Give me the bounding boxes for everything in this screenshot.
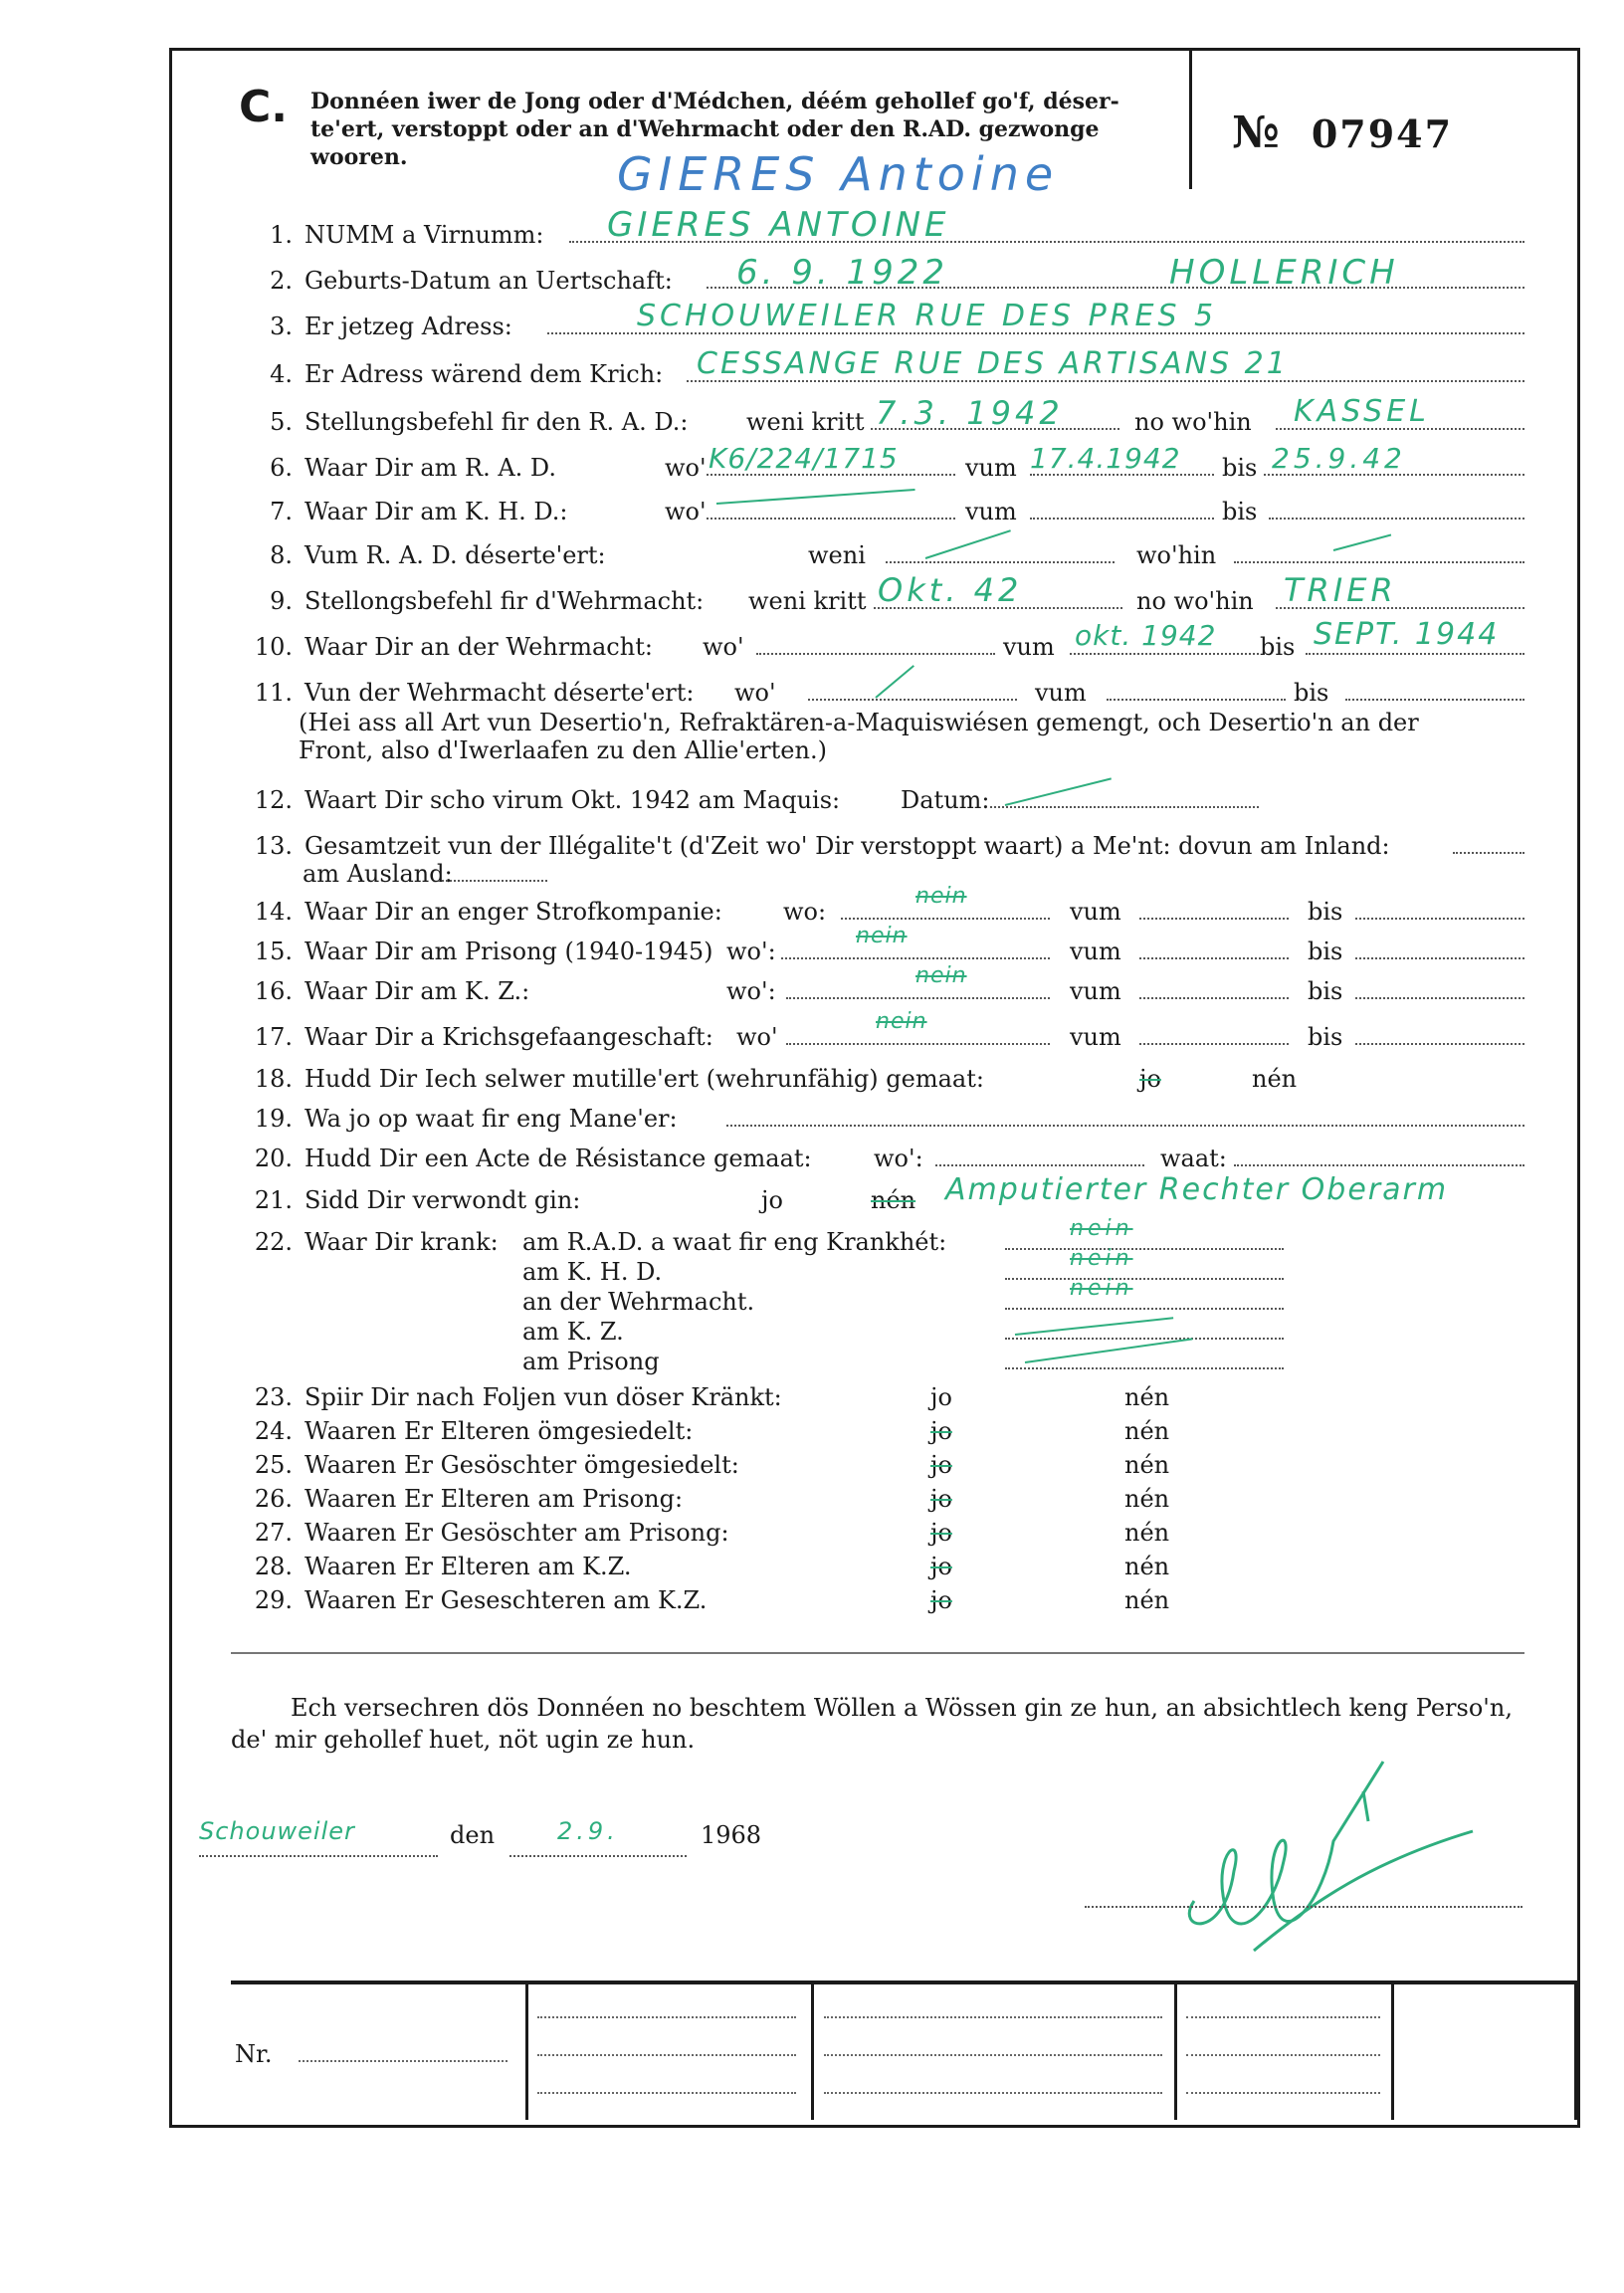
wo-label: wo':: [726, 977, 776, 1005]
wo-label: wo':: [874, 1145, 923, 1172]
vum-label: vum: [1070, 938, 1121, 965]
row-label: Er Adress wärend dem Krich:: [304, 360, 664, 388]
wo-label: wo': [703, 633, 744, 661]
row-20: [231, 1145, 812, 1172]
row-number: 19.: [254, 1105, 293, 1133]
row-number: 29.: [254, 1586, 293, 1614]
wohin-label: wo'hin: [1136, 541, 1217, 569]
vum-label: vum: [1003, 633, 1055, 661]
field-krichsgefaangeschaft-where[interactable]: nein: [876, 1009, 927, 1034]
field-line: [756, 635, 995, 655]
row-label: Vum R. A. D. déserte'ert:: [304, 541, 606, 569]
field-rad-order-date[interactable]: 7.3. 1942: [876, 394, 1064, 432]
row-number: 11.: [254, 679, 293, 707]
field-line: [1005, 1260, 1284, 1280]
row-12: [231, 786, 840, 814]
row-13: [231, 832, 1390, 860]
wohin-label: no wo'hin: [1134, 408, 1252, 436]
row-27: [231, 1519, 729, 1547]
row-label: Waar Dir am K. Z.:: [304, 977, 530, 1005]
row-label: Waaren Er Elteren am Prisong:: [304, 1485, 684, 1513]
row-number: 6.: [270, 454, 293, 482]
row-14: [231, 898, 722, 926]
row-number: 18.: [254, 1065, 293, 1093]
row-number: 2.: [270, 267, 293, 295]
option-jo[interactable]: jo: [930, 1519, 952, 1547]
row-label: Waar Dir an der Wehrmacht:: [304, 633, 653, 661]
row-21: [231, 1186, 580, 1214]
row-16: [231, 977, 529, 1005]
row-8: [231, 541, 606, 569]
row-number: 15.: [254, 938, 293, 965]
row-11-note-line1: (Hei ass all Art vun Desertio'n, Refraktären-a-Maquiswiésen gemengt, och Desertio'n an der: [299, 709, 1419, 736]
field-line: [1355, 1025, 1524, 1045]
vum-label: vum: [1035, 679, 1087, 707]
table-column-divider: [1574, 1980, 1577, 2120]
row-number: 17.: [254, 1023, 293, 1051]
row-label: Spiir Dir nach Foljen vun döser Kränkt:: [304, 1383, 782, 1411]
row-6: [231, 454, 556, 482]
weni-label: weni kritt: [746, 408, 865, 436]
field-line: [1005, 1290, 1284, 1310]
field-line: [1139, 979, 1289, 999]
field-line: [1234, 543, 1524, 563]
den-label: den: [450, 1821, 496, 1849]
field-line: [438, 862, 547, 882]
row-number: 12.: [254, 786, 293, 814]
signature-line: [1085, 1906, 1522, 1908]
field-line: [1005, 1230, 1284, 1250]
bottom-table: [231, 1980, 1576, 2124]
row-number: 10.: [254, 633, 293, 661]
vum-label: vum: [1070, 1023, 1121, 1051]
field-line: [1139, 939, 1289, 959]
row-label: Waar Dir am K. H. D.:: [304, 498, 568, 525]
vum-label: vum: [965, 454, 1017, 482]
row-11-note-line2: Front, also d'Iwerlaafen zu den Allie'erten.): [299, 736, 827, 764]
option-nen[interactable]: nén: [1124, 1519, 1170, 1547]
wohin-label: no wo'hin: [1136, 587, 1254, 615]
field-address-value[interactable]: SCHOUWEILER RUE DES PRES 5: [637, 299, 1218, 333]
table-dotted-line: [537, 2092, 796, 2094]
wo-label: wo':: [726, 938, 776, 965]
wo-label: wo': [665, 454, 707, 482]
field-wehrmacht-from[interactable]: okt. 1942: [1075, 619, 1217, 652]
field-line: [1269, 500, 1524, 520]
weni-label: weni: [808, 541, 866, 569]
field-rad-order-place[interactable]: KASSEL: [1294, 394, 1430, 429]
option-nen[interactable]: nén: [1124, 1451, 1170, 1479]
option-jo[interactable]: jo: [930, 1586, 952, 1614]
row-label: Geburts-Datum an Uertschaft:: [304, 267, 673, 295]
bis-label: bis: [1222, 454, 1258, 482]
row-number: 13.: [254, 832, 293, 860]
row-18: [231, 1065, 984, 1093]
table-dotted-line: [537, 2016, 796, 2018]
option-nen[interactable]: nén: [1124, 1586, 1170, 1614]
table-dotted-line: [1186, 2092, 1380, 2094]
field-line: [1355, 979, 1524, 999]
handwritten-name: GIERES Antoine: [617, 147, 1060, 201]
field-line: [726, 1107, 1524, 1127]
row-number: 21.: [254, 1186, 293, 1214]
datum-label: Datum:: [901, 786, 990, 814]
field-sick-khd[interactable]: nein: [1070, 1246, 1133, 1271]
header-text-line1: Donnéen iwer de Jong oder d'Médchen, déém gehollef go'f, déser-: [310, 89, 1119, 114]
field-line: [886, 543, 1115, 563]
field-rad-where[interactable]: K6/224/1715: [709, 442, 899, 475]
row-label: Waaren Er Gesöschter am Prisong:: [304, 1519, 729, 1547]
row-29: [231, 1586, 707, 1614]
row-number: 9.: [270, 587, 293, 615]
table-column-divider: [1391, 1980, 1394, 2120]
row-number: 24.: [254, 1417, 293, 1445]
row-4: [231, 360, 663, 388]
row-label: Gesamtzeit vun der Illégalite't (d'Zeit wo' Dir verstoppt waart) a Me'nt: dovun am Inland:: [304, 832, 1390, 860]
row-number: 16.: [254, 977, 293, 1005]
declaration-date[interactable]: 2.9.: [557, 1817, 619, 1845]
form-number: [1232, 107, 1453, 158]
table-dotted-line: [824, 2054, 1162, 2056]
row-3: [231, 313, 512, 340]
row-22-sub3: an der Wehrmacht.: [522, 1288, 755, 1316]
row-label: Waar Dir krank:: [304, 1228, 499, 1256]
table-dotted-line: [824, 2092, 1162, 2094]
row-24: [231, 1417, 693, 1445]
row-number: 7.: [270, 498, 293, 525]
option-jo[interactable]: jo: [930, 1553, 952, 1580]
row-number: 28.: [254, 1553, 293, 1580]
field-sick-wehrmacht[interactable]: nein: [1070, 1276, 1133, 1301]
field-name-value[interactable]: GIERES ANTOINE: [607, 205, 950, 245]
declaration-year: 1968: [701, 1821, 762, 1849]
row-number: 5.: [270, 408, 293, 436]
row-1: [231, 221, 544, 249]
field-line: [1355, 939, 1524, 959]
row-number: 20.: [254, 1145, 293, 1172]
row-label: Waart Dir scho virum Okt. 1942 am Maquis:: [304, 786, 841, 814]
row-number: 3.: [270, 313, 293, 340]
weni-label: weni kritt: [748, 587, 867, 615]
table-column-divider: [1174, 1980, 1177, 2120]
option-jo[interactable]: jo: [761, 1186, 783, 1214]
field-line: [781, 939, 1050, 959]
section-separator: [231, 1652, 1524, 1654]
field-wehrmacht-order-place[interactable]: TRIER: [1284, 571, 1397, 609]
wo-label: wo': [665, 498, 707, 525]
row-number: 4.: [270, 360, 293, 388]
wo-label: wo': [736, 1023, 778, 1051]
table-column-divider: [811, 1980, 814, 2120]
option-nen[interactable]: nén: [1124, 1485, 1170, 1513]
field-line: [1355, 900, 1524, 920]
row-28: [231, 1553, 632, 1580]
row-label: NUMM a Virnumm:: [304, 221, 544, 249]
field-line: [1453, 834, 1524, 854]
option-nen[interactable]: nén: [1124, 1417, 1170, 1445]
field-line: [1030, 500, 1214, 520]
row-22: [231, 1228, 499, 1256]
bis-label: bis: [1308, 938, 1343, 965]
table-dotted-line: [537, 2054, 796, 2056]
field-rad-from[interactable]: 17.4.1942: [1030, 442, 1181, 475]
field-rad-to[interactable]: 25.9.42: [1272, 442, 1406, 475]
option-jo[interactable]: jo: [930, 1383, 952, 1411]
option-jo[interactable]: jo: [1139, 1065, 1161, 1093]
row-22-sub2: am K. H. D.: [522, 1258, 663, 1286]
field-line: [199, 1837, 438, 1857]
row-22-sub5: am Prisong: [522, 1348, 660, 1375]
field-line: [935, 1146, 1144, 1166]
field-war-address-value[interactable]: CESSANGE RUE DES ARTISANS 21: [697, 346, 1289, 381]
option-jo[interactable]: jo: [930, 1485, 952, 1513]
row-19: [231, 1105, 678, 1133]
table-column-divider: [525, 1980, 528, 2120]
field-sick-rad[interactable]: nein: [1070, 1216, 1133, 1241]
nr-line: [299, 2060, 508, 2062]
header-text-line3: wooren.: [310, 144, 408, 170]
bis-label: bis: [1308, 898, 1343, 926]
field-kz-where[interactable]: nein: [915, 963, 967, 988]
wo-label: wo': [734, 679, 776, 707]
option-nen[interactable]: nén: [871, 1186, 916, 1214]
row-23: [231, 1383, 782, 1411]
field-birthdate-value[interactable]: 6. 9. 1922: [736, 253, 949, 293]
row-number: 26.: [254, 1485, 293, 1513]
option-nen[interactable]: nén: [1124, 1553, 1170, 1580]
row-label: Waaren Er Elteren am K.Z.: [304, 1553, 632, 1580]
wo-label: wo:: [783, 898, 827, 926]
option-jo[interactable]: jo: [930, 1417, 952, 1445]
row-label: Waar Dir am R. A. D.: [304, 454, 556, 482]
vum-label: vum: [1070, 898, 1121, 926]
vum-label: vum: [1070, 977, 1121, 1005]
row-25: [231, 1451, 739, 1479]
bis-label: bis: [1308, 977, 1343, 1005]
field-line: [1107, 681, 1286, 701]
vum-label: vum: [965, 498, 1017, 525]
row-label: Stellungsbefehl fir den R. A. D.:: [304, 408, 689, 436]
row-11: [231, 679, 695, 707]
table-dotted-line: [824, 2016, 1162, 2018]
table-dotted-line: [1186, 2054, 1380, 2056]
row-number: 22.: [254, 1228, 293, 1256]
table-dotted-line: [1186, 2016, 1380, 2018]
row-7: [231, 498, 568, 525]
row-9: [231, 587, 704, 615]
row-label: Hudd Dir Iech selwer mutille'ert (wehrunfähig) gemaat:: [304, 1065, 984, 1093]
row-number: 1.: [270, 221, 293, 249]
field-wehrmacht-order-date[interactable]: Okt. 42: [878, 571, 1023, 609]
row-number: 8.: [270, 541, 293, 569]
field-wehrmacht-to[interactable]: SEPT. 1944: [1314, 617, 1500, 652]
row-number: 27.: [254, 1519, 293, 1547]
row-5: [231, 408, 688, 436]
row-label: Waaren Er Geseschteren am K.Z.: [304, 1586, 708, 1614]
section-letter: C.: [239, 82, 289, 132]
row-22-sub1: am R.A.D. a waat fir eng Krankhét:: [522, 1228, 947, 1256]
row-label: Waar Dir am Prisong (1940-1945): [304, 938, 713, 965]
nr-label: Nr.: [235, 2040, 273, 2068]
field-strafkompanie-where[interactable]: nein: [915, 884, 967, 909]
row-label: Sidd Dir verwondt gin:: [304, 1186, 581, 1214]
bis-label: bis: [1222, 498, 1258, 525]
form-number-value: 07947: [1311, 111, 1454, 156]
field-line: [1139, 1025, 1289, 1045]
signature: [1154, 1752, 1493, 1961]
field-line: [1345, 681, 1524, 701]
header-text-line2: te'ert, verstoppt oder an d'Wehrmacht oder den R.AD. gezwonge: [310, 116, 1100, 142]
row-2: [231, 267, 673, 295]
header-divider: [1189, 48, 1192, 189]
row-15: [231, 938, 713, 965]
field-wound-value[interactable]: Amputierter Rechter Oberarm: [945, 1172, 1449, 1207]
waat-label: waat:: [1160, 1145, 1227, 1172]
field-prisong-where[interactable]: nein: [856, 924, 908, 948]
bis-label: bis: [1294, 679, 1329, 707]
row-label: Waar Dir an enger Strofkompanie:: [304, 898, 722, 926]
row-label: Stellongsbefehl fir d'Wehrmacht:: [304, 587, 705, 615]
row-17: [231, 1023, 713, 1051]
number-sign: №: [1232, 107, 1282, 158]
field-line: [808, 681, 1017, 701]
row-label: Waar Dir a Krichsgefaangeschaft:: [304, 1023, 713, 1051]
row-13-label2: am Ausland:: [303, 860, 453, 888]
row-number: 25.: [254, 1451, 293, 1479]
field-line: [1139, 900, 1289, 920]
row-label: Waaren Er Elteren ömgesiedelt:: [304, 1417, 694, 1445]
row-number: 14.: [254, 898, 293, 926]
row-label: Hudd Dir een Acte de Résistance gemaat:: [304, 1145, 812, 1172]
row-label: Waaren Er Gesöschter ömgesiedelt:: [304, 1451, 739, 1479]
declaration-place[interactable]: Schouweiler: [199, 1817, 355, 1845]
row-label: Vun der Wehrmacht déserte'ert:: [304, 679, 695, 707]
option-nen[interactable]: nén: [1252, 1065, 1298, 1093]
declaration-text: Ech versechren dös Donnéen no beschtem Wöllen a Wössen gin ze hun, an absichtlech keng Perso'n, de' mir gehollef huet, nöt ugin ze hun.: [231, 1694, 1513, 1754]
row-22-sub4: am K. Z.: [522, 1318, 624, 1346]
option-nen[interactable]: nén: [1124, 1383, 1170, 1411]
row-label: Wa jo op waat fir eng Mane'er:: [304, 1105, 678, 1133]
row-10: [231, 633, 653, 661]
field-birthplace-value[interactable]: HOLLERICH: [1169, 253, 1399, 293]
option-jo[interactable]: jo: [930, 1451, 952, 1479]
row-26: [231, 1485, 683, 1513]
bis-label: bis: [1260, 633, 1296, 661]
row-label: Er jetzeg Adress:: [304, 313, 512, 340]
bis-label: bis: [1308, 1023, 1343, 1051]
field-line: [1234, 1146, 1524, 1166]
row-number: 23.: [254, 1383, 293, 1411]
